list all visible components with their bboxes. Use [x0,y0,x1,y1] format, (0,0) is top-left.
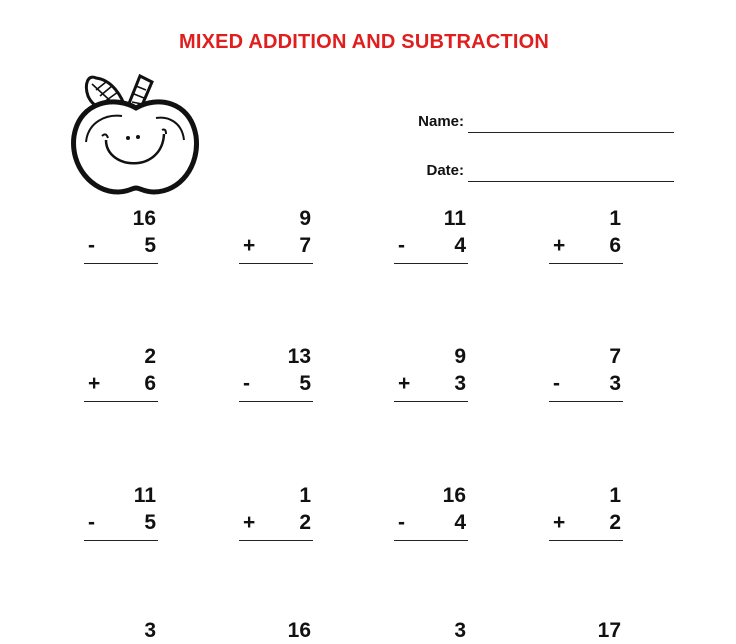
answer-line [84,540,158,541]
answer-line [239,540,313,541]
answer-line [84,263,158,264]
problem-top-number: 1 [609,207,621,230]
answer-line [84,401,158,402]
problem-operator: + [398,372,411,395]
problem-operator: - [398,511,405,534]
problem-top-number: 16 [132,207,156,230]
problem-operator: + [243,511,256,534]
answer-line [549,263,623,264]
problem-top-number: 2 [144,345,156,368]
answer-line [239,263,313,264]
problem-top-number: 16 [442,484,466,507]
problem-1 [84,206,158,276]
problem-bottom-number: 7 [299,234,311,257]
problem-bottom-number: 6 [144,372,156,395]
problem-12 [549,483,623,553]
problem-6 [239,344,313,414]
problem-operator: - [88,511,95,534]
problem-top-number: 13 [287,345,311,368]
problem-8 [549,344,623,414]
answer-line [394,540,468,541]
problem-operator: - [88,234,95,257]
worksheet-title: MIXED ADDITION AND SUBTRACTION [178,31,550,53]
problem-16 [549,618,623,642]
problem-bottom-number: 5 [144,234,156,257]
problem-3 [394,206,468,276]
problem-15 [394,618,468,642]
problem-operator: - [553,372,560,395]
problem-13 [84,618,158,642]
answer-line [239,401,313,402]
problem-top-number: 1 [299,484,311,507]
problem-11 [394,483,468,553]
problem-9 [84,483,158,553]
problem-top-number: 17 [597,619,621,642]
name-label-text: Name: [418,113,464,130]
date-label-text: Date: [426,162,464,179]
problem-top-number: 3 [144,619,156,642]
answer-line [394,263,468,264]
answer-line [549,401,623,402]
problem-bottom-number: 6 [609,234,621,257]
problem-bottom-number: 5 [144,511,156,534]
problem-bottom-number: 5 [299,372,311,395]
problem-operator: + [88,372,101,395]
problem-bottom-number: 4 [454,234,466,257]
problem-operator: + [243,234,256,257]
problem-top-number: 9 [299,207,311,230]
problem-top-number: 11 [443,207,466,230]
problem-bottom-number: 2 [299,511,311,534]
answer-line [549,540,623,541]
problem-14 [239,618,313,642]
problem-bottom-number: 3 [609,372,621,395]
date-field[interactable] [468,181,674,182]
problem-top-number: 7 [609,345,621,368]
problem-operator: - [398,234,405,257]
problem-2 [239,206,313,276]
problem-10 [239,483,313,553]
problem-operator: + [553,234,566,257]
problem-bottom-number: 3 [454,372,466,395]
answer-line [394,401,468,402]
problem-operator: - [243,372,250,395]
problem-7 [394,344,468,414]
name-field[interactable] [468,132,674,133]
problem-bottom-number: 2 [609,511,621,534]
problem-top-number: 16 [287,619,311,642]
problem-top-number: 11 [133,484,156,507]
problem-top-number: 9 [454,345,466,368]
apple-icon [66,66,206,202]
problem-4 [549,206,623,276]
problem-5 [84,344,158,414]
problem-operator: + [553,511,566,534]
problem-top-number: 3 [454,619,466,642]
problem-bottom-number: 4 [454,511,466,534]
problem-top-number: 1 [609,484,621,507]
